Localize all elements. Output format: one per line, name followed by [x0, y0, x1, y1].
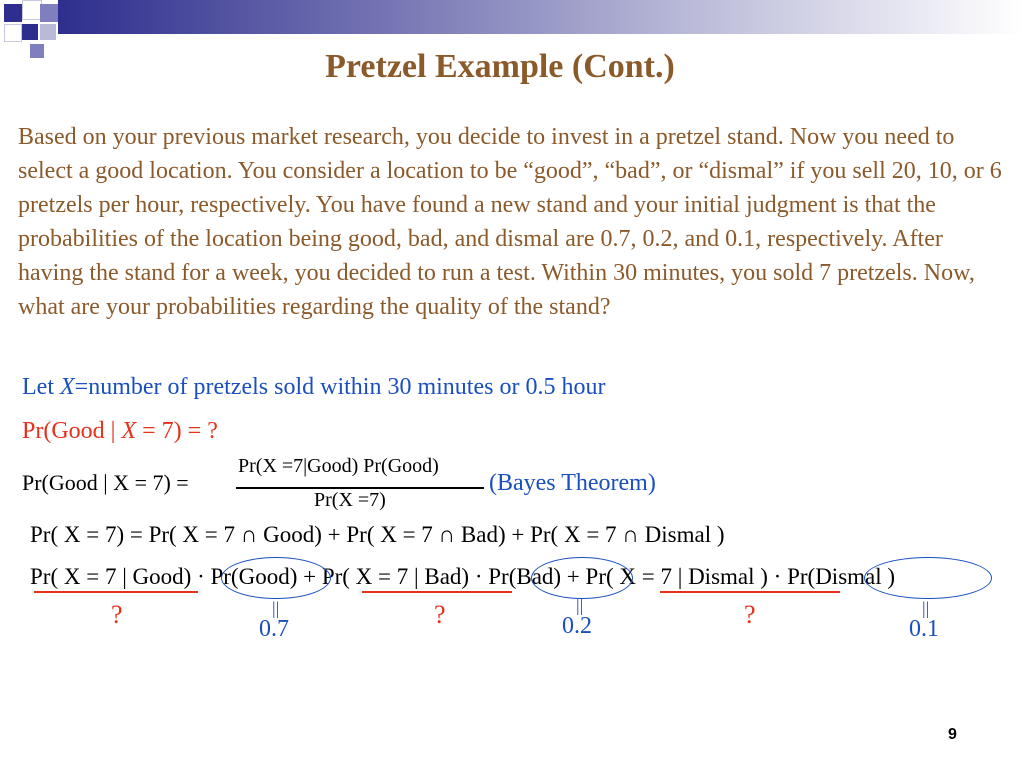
deco-square — [40, 4, 58, 22]
likelihood-underline-dismal — [660, 591, 840, 593]
equals-mark-dismal: || — [922, 598, 930, 618]
expanded-equation: Pr( X = 7 | Good) · Pr(Good) + Pr( X = 7 | Bad) · Pr(Bad) + Pr( X = 7 | Dismal ) · Pr(Dismal ) — [30, 564, 896, 589]
prior-dismal: 0.1 — [909, 616, 939, 642]
likelihood-underline-bad — [362, 591, 512, 593]
deco-square — [4, 24, 22, 42]
deco-square — [22, 24, 38, 40]
question-suffix: = 7) = ? — [136, 418, 218, 444]
unknown-bad: ? — [434, 600, 446, 629]
prior-circle-dismal — [864, 557, 992, 599]
variable-definition — [22, 374, 605, 401]
bayes-denominator: Pr(X =7) — [314, 489, 386, 511]
posterior-question — [22, 418, 218, 445]
bayes-lhs: Pr(Good | X = 7) = — [22, 470, 189, 495]
question-prefix: Pr(Good | — [22, 418, 122, 444]
let-prefix: Let — [22, 374, 60, 400]
unknown-good: ? — [111, 600, 123, 629]
let-variable: X — [59, 374, 75, 400]
problem-paragraph: Based on your previous market research, you decide to invest in a pretzel stand. Now you need to select a good location. You consider a location to be “good”, “bad”, or “dismal” if you sell 20, 10, or 6 pretzels per hour, respectively. You have found a new stand and your initial judgment is that the probabilities of the location being good, bad, and dismal are 0.7, 0.2, and 0.1, respectively. After having the stand for a week, you decided to run a test. Within 30 minutes, you sold 7 pretzels. Now, what are your probabilities regarding the quality of the stand? — [18, 124, 1002, 320]
header-gradient-bar — [58, 0, 1024, 34]
prior-circle-bad — [531, 557, 633, 599]
unknown-dismal: ? — [744, 600, 756, 629]
slide-title: Pretzel Example (Cont.) — [325, 48, 675, 85]
prior-bad: 0.2 — [562, 613, 592, 639]
deco-square — [22, 0, 42, 20]
likelihood-underline-good — [34, 591, 198, 593]
prior-good: 0.7 — [259, 616, 289, 642]
total-probability-equation: Pr( X = 7) = Pr( X = 7 ∩ Good) + Pr( X = 7 ∩ Bad) + Pr( X = 7 ∩ Dismal ) — [30, 522, 725, 547]
bayes-theorem-label: (Bayes Theorem) — [489, 470, 656, 496]
deco-square — [40, 24, 56, 40]
page-number: 9 — [948, 726, 957, 743]
equals-mark-bad: || — [576, 595, 584, 615]
let-suffix: =number of pretzels sold within 30 minutes or 0.5 hour — [74, 374, 606, 400]
equals-mark-good: || — [272, 598, 280, 618]
question-variable: X — [121, 418, 137, 444]
prior-circle-good — [221, 557, 331, 599]
bayes-numerator: Pr(X =7|Good) Pr(Good) — [238, 455, 439, 477]
deco-square — [4, 4, 22, 22]
